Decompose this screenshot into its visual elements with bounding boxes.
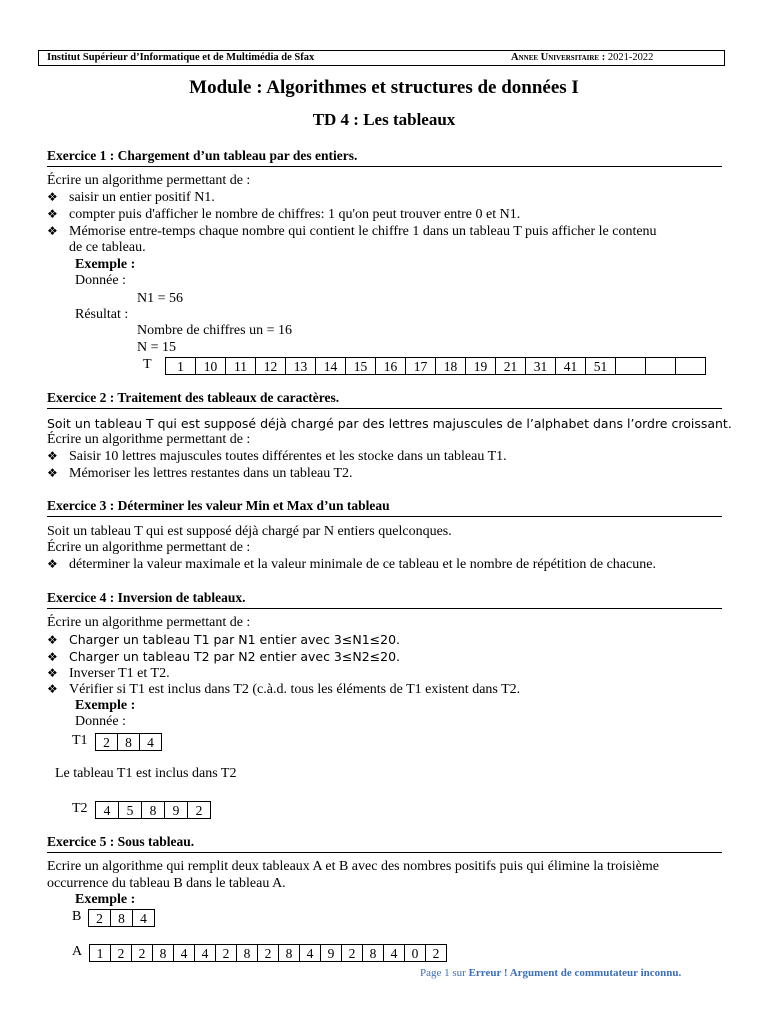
table-cell: 2 — [215, 944, 237, 962]
ex5-a-label: A — [72, 944, 83, 959]
ex1-resultat-label: Résultat : — [75, 307, 129, 322]
ex1-item-text: Mémorise entre-temps chaque nombre qui contient le chiffre 1 dans un tableau T puis afficher le contenu — [69, 224, 657, 239]
ex3-item — [47, 557, 656, 573]
table-cell: 2 — [341, 944, 363, 962]
table-cell: 5 — [118, 801, 142, 819]
year-value: 2021-2022 — [605, 52, 654, 63]
bullet-icon: ❖ — [47, 633, 58, 647]
institute-name: Institut Supérieur d’Informatique et de Multimédia de Sfax — [47, 52, 315, 63]
header-box — [38, 50, 725, 66]
table-cell: 18 — [435, 357, 466, 375]
table-cell: 4 — [95, 801, 119, 819]
table-cell: 4 — [139, 733, 162, 751]
ex4-item-text: Inverser T1 et T2. — [69, 666, 170, 681]
bullet-icon: ❖ — [47, 682, 58, 696]
ex5-rule — [47, 852, 722, 853]
page-subtitle: TD 4 : Les tableaux — [312, 110, 456, 129]
page-title: Module : Algorithmes et structures de données I — [189, 77, 579, 98]
table-cell: 15 — [345, 357, 376, 375]
ex2-line1: Soit un tableau T qui est supposé déjà chargé par des lettres majuscules de l’alphabet dans l’ordre croissant. — [47, 416, 732, 431]
table-cell — [645, 357, 676, 375]
ex1-donnee-label: Donnée : — [75, 273, 126, 288]
table-cell: 8 — [141, 801, 165, 819]
table-cell: 10 — [195, 357, 226, 375]
table-cell: 4 — [173, 944, 195, 962]
ex1-result-line2: N = 15 — [137, 340, 177, 355]
ex3-rule — [47, 516, 722, 517]
ex1-example-label: Exemple : — [75, 257, 136, 272]
table-cell: 8 — [278, 944, 300, 962]
ex4-item — [47, 666, 170, 682]
ex5-example-label: Exemple : — [75, 892, 136, 907]
table-cell: 12 — [255, 357, 286, 375]
table-cell: 51 — [585, 357, 616, 375]
table-cell: 2 — [95, 733, 118, 751]
ex4-t1-label: T1 — [72, 733, 88, 748]
table-cell: 4 — [299, 944, 321, 962]
table-cell: 17 — [405, 357, 436, 375]
ex2-title: Exercice 2 : Traitement des tableaux de caractères. — [47, 390, 340, 405]
ex2-item-text: Mémoriser les lettres restantes dans un tableau T2. — [69, 466, 353, 481]
ex4-item-text: Charger un tableau T1 par N1 entier avec 3≤N1≤20. — [69, 632, 401, 647]
ex3-line2: Écrire un algorithme permettant de : — [47, 540, 251, 555]
table-cell: 41 — [555, 357, 586, 375]
ex4-item — [47, 632, 400, 649]
ex4-note: Le tableau T1 est inclus dans T2 — [55, 766, 237, 781]
ex1-title: Exercice 1 : Chargement d’un tableau par des entiers. — [47, 148, 358, 163]
table-cell: 2 — [131, 944, 153, 962]
ex2-line2: Écrire un algorithme permettant de : — [47, 432, 251, 447]
bullet-icon: ❖ — [47, 449, 58, 463]
bullet-icon: ❖ — [47, 650, 58, 664]
table-cell: 4 — [383, 944, 405, 962]
table-cell: 8 — [117, 733, 140, 751]
ex4-example-label: Exemple : — [75, 698, 136, 713]
ex1-item-cont: de ce tableau. — [69, 240, 146, 255]
ex4-t2-label: T2 — [72, 801, 88, 816]
table-cell: 0 — [404, 944, 426, 962]
bullet-icon: ❖ — [47, 557, 58, 571]
ex5-b-label: B — [72, 909, 82, 924]
ex1-table — [166, 357, 706, 375]
bullet-icon: ❖ — [47, 224, 58, 238]
page-footer — [420, 967, 681, 979]
table-cell: 2 — [110, 944, 132, 962]
table-cell: 1 — [89, 944, 111, 962]
ex1-item-text: compter puis d'afficher le nombre de chiffres: 1 qu'on peut trouver entre 0 et N1. — [69, 207, 521, 222]
ex5-line2: occurrence du tableau B dans le tableau A. — [47, 876, 286, 891]
bullet-icon: ❖ — [47, 466, 58, 480]
ex5-line1: Ecrire un algorithme qui remplit deux tableaux A et B avec des nombres positifs puis qui élimine la troisième — [47, 859, 659, 874]
bullet-icon: ❖ — [47, 207, 58, 221]
table-cell: 1 — [165, 357, 196, 375]
table-cell: 2 — [425, 944, 447, 962]
bullet-icon: ❖ — [47, 666, 58, 680]
table-cell — [615, 357, 646, 375]
ex2-item — [47, 449, 507, 465]
table-cell: 31 — [525, 357, 556, 375]
table-cell: 11 — [225, 357, 256, 375]
table-cell: 8 — [362, 944, 384, 962]
ex4-rule — [47, 608, 722, 609]
ex1-item-text: saisir un entier positif N1. — [69, 190, 215, 205]
table-cell: 16 — [375, 357, 406, 375]
ex1-donnee-value: N1 = 56 — [137, 291, 184, 306]
ex4-title: Exercice 4 : Inversion de tableaux. — [47, 590, 246, 605]
table-cell: 13 — [285, 357, 316, 375]
bullet-icon: ❖ — [47, 190, 58, 204]
table-cell: 4 — [194, 944, 216, 962]
year-label: Annee Universitaire : — [511, 52, 606, 63]
ex2-item-text: Saisir 10 lettres majuscules toutes différentes et les stocke dans un tableau T1. — [69, 449, 507, 464]
table-cell — [675, 357, 706, 375]
ex4-item-text: Vérifier si T1 est inclus dans T2 (c.à.d. tous les éléments de T1 existent dans T2. — [69, 682, 521, 697]
table-cell: 9 — [320, 944, 342, 962]
ex1-intro: Écrire un algorithme permettant de : — [47, 173, 251, 188]
ex3-item-text: déterminer la valeur maximale et la valeur minimale de ce tableau et le nombre de répétition de chacune. — [69, 557, 656, 572]
table-cell: 8 — [110, 909, 133, 927]
ex3-title: Exercice 3 : Déterminer les valeur Min et Max d’un tableau — [47, 498, 390, 513]
table-cell: 2 — [257, 944, 279, 962]
ex5-title: Exercice 5 : Sous tableau. — [47, 834, 195, 849]
ex4-intro: Écrire un algorithme permettant de : — [47, 615, 251, 630]
table-cell: 19 — [465, 357, 496, 375]
ex1-item — [47, 190, 215, 206]
ex4-item — [47, 649, 400, 666]
ex5-a-table — [90, 944, 447, 962]
table-cell: 8 — [236, 944, 258, 962]
ex3-line1: Soit un tableau T qui est supposé déjà chargé par N entiers quelconques. — [47, 524, 452, 539]
table-cell: 4 — [132, 909, 155, 927]
table-cell: 14 — [315, 357, 346, 375]
table-cell: 21 — [495, 357, 526, 375]
ex4-t2-table — [96, 801, 211, 819]
ex4-item-text: Charger un tableau T2 par N2 entier avec 3≤N2≤20. — [69, 649, 401, 664]
ex2-item — [47, 466, 353, 482]
table-cell: 2 — [187, 801, 211, 819]
ex4-item — [47, 682, 520, 698]
ex1-table-label: T — [143, 357, 152, 372]
ex1-item — [47, 207, 520, 223]
ex1-item — [47, 224, 657, 240]
footer-page: Page 1 sur — [420, 967, 469, 979]
table-cell: 8 — [152, 944, 174, 962]
table-cell: 9 — [164, 801, 188, 819]
ex4-donnee-label: Donnée : — [75, 714, 126, 729]
academic-year — [511, 52, 653, 63]
ex1-result-line1: Nombre de chiffres un = 16 — [137, 323, 292, 338]
ex1-rule — [47, 166, 722, 167]
ex5-b-table — [89, 909, 155, 927]
table-cell: 2 — [88, 909, 111, 927]
ex2-rule — [47, 408, 722, 409]
ex4-t1-table — [96, 733, 162, 751]
footer-error: Erreur ! Argument de commutateur inconnu. — [468, 967, 682, 979]
